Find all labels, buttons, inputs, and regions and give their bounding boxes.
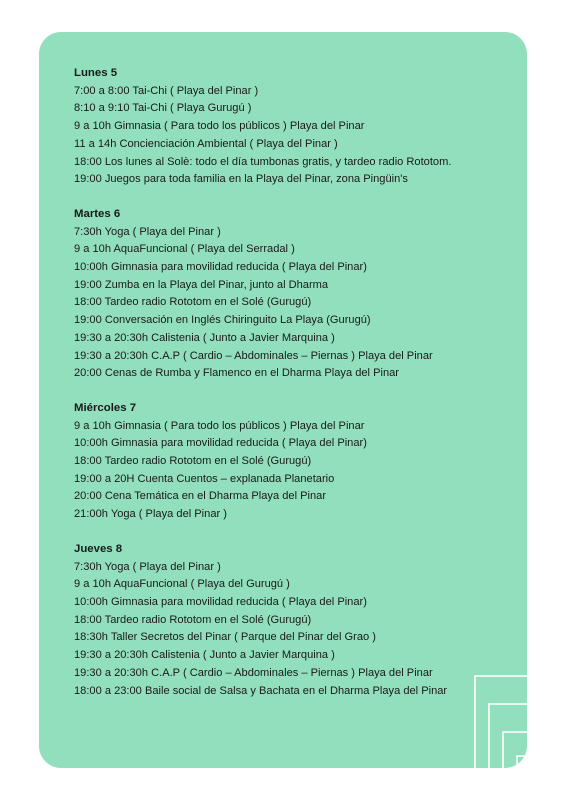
schedule-entry: 18:00 Tardeo radio Rototom en el Solé (Gurugú)	[74, 455, 312, 468]
day-title: Jueves 8	[74, 542, 123, 555]
schedule-entry: 21:00h Yoga ( Playa del Pinar )	[74, 508, 227, 521]
day-title: Miércoles 7	[74, 401, 137, 414]
schedule-entry: 7:30h Yoga ( Playa del Pinar )	[74, 225, 221, 238]
day-title: Lunes 5	[74, 67, 118, 79]
day-section	[74, 206, 514, 383]
schedule-entry: 9 a 10h Gimnasia ( Para todo los públicos ) Playa del Pinar	[74, 120, 365, 133]
schedule-entry: 18:30h Taller Secretos del Pinar ( Parque del Pinar del Grao )	[74, 631, 376, 644]
schedule-entry: 9 a 10h AquaFuncional ( Playa del Serradal )	[74, 243, 295, 256]
schedule-entry: 19:00 Conversación en Inglés Chiringuito La Playa (Gurugú)	[74, 314, 371, 327]
schedule-entry: 9 a 10h AquaFuncional ( Playa del Gurugú )	[74, 578, 290, 591]
schedule-entry: 10:00h Gimnasia para movilidad reducida ( Playa del Pinar)	[74, 437, 367, 450]
schedule-entry: 9 a 10h Gimnasia ( Para todo los públicos ) Playa del Pinar	[74, 419, 365, 432]
day-section	[74, 541, 514, 700]
schedule-entry: 18:00 Tardeo radio Rototom en el Solé (Gurugú)	[74, 613, 312, 626]
schedule-content	[74, 65, 514, 717]
schedule-entry: 18:00 a 23:00 Baile social de Salsa y Bachata en el Dharma Playa del Pinar	[74, 684, 448, 697]
schedule-entry: 19:00 Zumba en la Playa del Pinar, junto al Dharma	[74, 278, 329, 291]
schedule-entry: 11 a 14h Concienciación Ambiental ( Playa del Pinar )	[74, 137, 338, 150]
schedule-entry: 10:00h Gimnasia para movilidad reducida ( Playa del Pinar)	[74, 261, 367, 274]
schedule-entry: 18:00 Los lunes al Solè: todo el día tumbonas gratis, y tardeo radio Rototom.	[74, 155, 452, 168]
schedule-entry: 8:10 a 9:10 Tai-Chi ( Playa Gurugú )	[74, 102, 252, 115]
schedule-entry: 20:00 Cenas de Rumba y Flamenco en el Dharma Playa del Pinar	[74, 367, 399, 380]
schedule-entry: 19:00 a 20H Cuenta Cuentos – explanada Planetario	[74, 472, 335, 485]
day-section	[74, 65, 514, 189]
schedule-entry: 20:00 Cena Temática en el Dharma Playa del Pinar	[74, 490, 327, 503]
day-title: Martes 6	[74, 207, 121, 220]
schedule-entry: 7:30h Yoga ( Playa del Pinar )	[74, 560, 221, 573]
schedule-entry: 19:30 a 20:30h C.A.P ( Cardio – Abdominales – Piernas ) Playa del Pinar	[74, 666, 433, 679]
schedule-entry: 10:00h Gimnasia para movilidad reducida ( Playa del Pinar)	[74, 595, 367, 608]
schedule-entry: 7:00 a 8:00 Tai-Chi ( Playa del Pinar )	[74, 84, 259, 97]
day-section	[74, 400, 514, 524]
schedule-entry: 19:30 a 20:30h Calistenia ( Junto a Javier Marquina )	[74, 331, 335, 344]
schedule-card	[39, 32, 527, 768]
schedule-entry: 18:00 Tardeo radio Rototom en el Solé (Gurugú)	[74, 296, 312, 309]
schedule-entry: 19:00 Juegos para toda familia en la Playa del Pinar, zona Pingüin's	[74, 173, 408, 186]
corner-line-decoration	[467, 668, 527, 768]
schedule-entry: 19:30 a 20:30h Calistenia ( Junto a Javier Marquina )	[74, 649, 335, 662]
schedule-entry: 19:30 a 20:30h C.A.P ( Cardio – Abdominales – Piernas ) Playa del Pinar	[74, 349, 433, 362]
